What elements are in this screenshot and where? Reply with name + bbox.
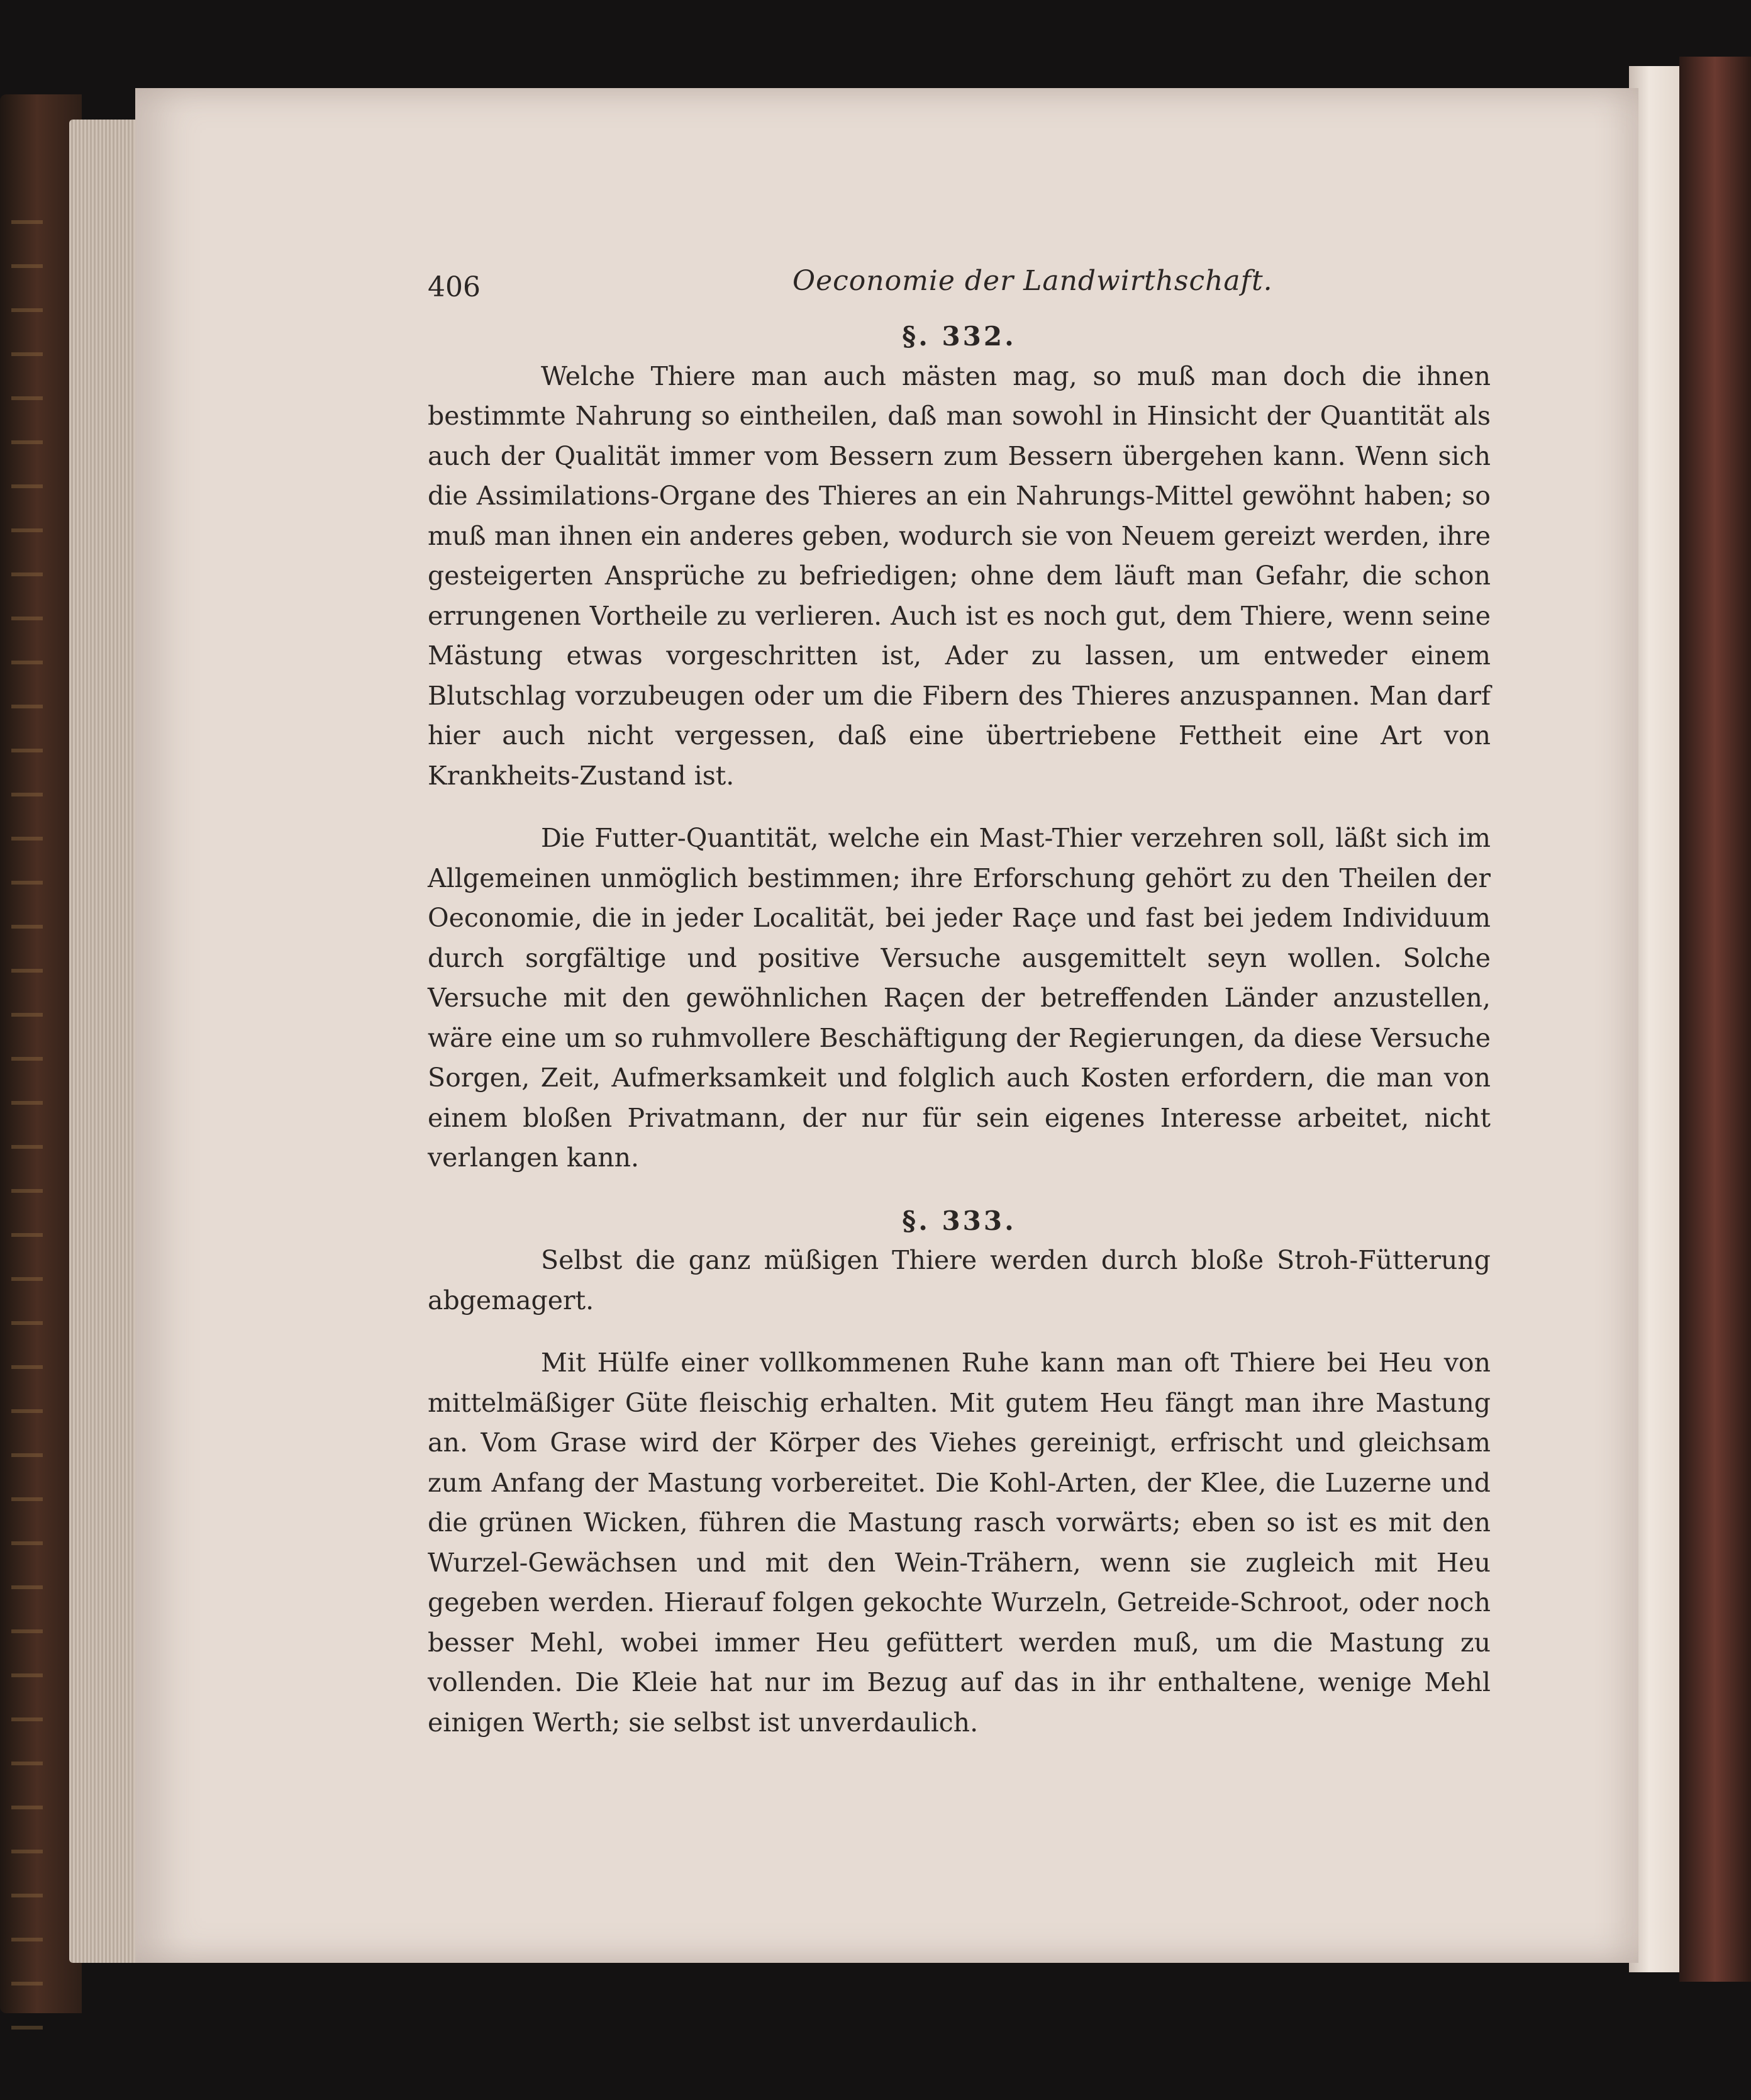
paragraph: Selbst die ganz müßigen Thiere werden durch bloße Stroh-Fütterung abgemagert. <box>428 1245 1491 1315</box>
section-333 <box>428 1201 1491 1743</box>
page-edges <box>69 120 138 1963</box>
section-gap <box>428 1178 1491 1201</box>
section-heading: §. 333. <box>902 1205 1016 1236</box>
paragraph: Die Futter-Quantität, welche ein Mast-Thier verzehren soll, läßt sich im Allgemeinen unmöglich bestimmen; ihre Erforschung gehört zu den Theilen der Oeconomie, die in jeder Localität, bei jeder Raçe und fast bei jedem Individuum durch sorgfältige und positive Versuche ausgemittelt seyn wollen. Solche Versuche mit den gewöhnlichen Raçen der betreffenden Länder anzustellen, wäre eine um so ruhmvollere Beschäftigung der Regierungen, da diese Versuche Sorgen, Zeit, Aufmerksamkeit und folglich auch Kosten erfordern, die man von einem bloßen Privatmann, der nur für sein eigenes Interesse arbeitet, nicht verlangen kann. <box>428 823 1491 1173</box>
paragraph-gap <box>428 1321 1491 1343</box>
page-number: 406 <box>428 271 481 303</box>
paragraph: Mit Hülfe einer vollkommenen Ruhe kann man oft Thiere bei Heu von mittelmäßiger Güte fleischig erhalten. Mit gutem Heu fängt man ihre Mastung an. Vom Grase wird der Körper des Viehes gereinigt, erfrischt und gleichsam zum Anfang der Mastung vorbereitet. Die Kohl-Arten, der Klee, die Luzerne und die grünen Wicken, führen die Mastung rasch vorwärts; eben so ist es mit den Wurzel-Gewächsen und mit den Wein-Trähern, wenn sie zugleich mit Heu gegeben werden. Hierauf folgen gekochte Wurzeln, Getreide-Schroot, oder noch besser Mehl, wobei immer Heu gefüttert werden muß, um die Mastung zu vollenden. Die Kleie hat nur im Bezug auf das in ihr enthaltene, wenige Mehl einigen Werth; sie selbst ist unverdaulich. <box>428 1348 1491 1738</box>
section-heading: §. 332. <box>902 321 1016 352</box>
page-header <box>428 261 1491 311</box>
section-332 <box>428 316 1491 1178</box>
cover-ornament <box>11 220 43 2045</box>
running-title: Oeconomie der Landwirthschaft. <box>792 265 1273 297</box>
book-cover-right <box>1679 57 1751 1982</box>
paragraph-gap <box>428 796 1491 818</box>
paragraph: Welche Thiere man auch mästen mag, so muß man doch die ihnen bestimmte Nahrung so eintheilen, daß man sowohl in Hinsicht der Quantität als auch der Qualität immer vom Bessern zum Bessern übergehen kann. Wenn sich die Assimilations-Organe des Thieres an ein Nahrungs-Mittel gewöhnt haben; so muß man ihnen ein anderes geben, wodurch sie von Neuem gereizt werden, ihre gesteigerten Ansprüche zu befriedigen; ohne dem läuft man Gefahr, die schon errungenen Vortheile zu verlieren. Auch ist es noch gut, dem Thiere, wenn seine Mästung etwas vorgeschritten ist, Ader zu lassen, um entweder einem Blutschlag vorzubeugen oder um die Fibern des Thieres anzuspannen. Man darf hier auch nicht vergessen, daß eine übertriebene Fettheit eine Art von Krankheits-Zustand ist. <box>428 360 1491 791</box>
page-text <box>428 261 1491 1743</box>
